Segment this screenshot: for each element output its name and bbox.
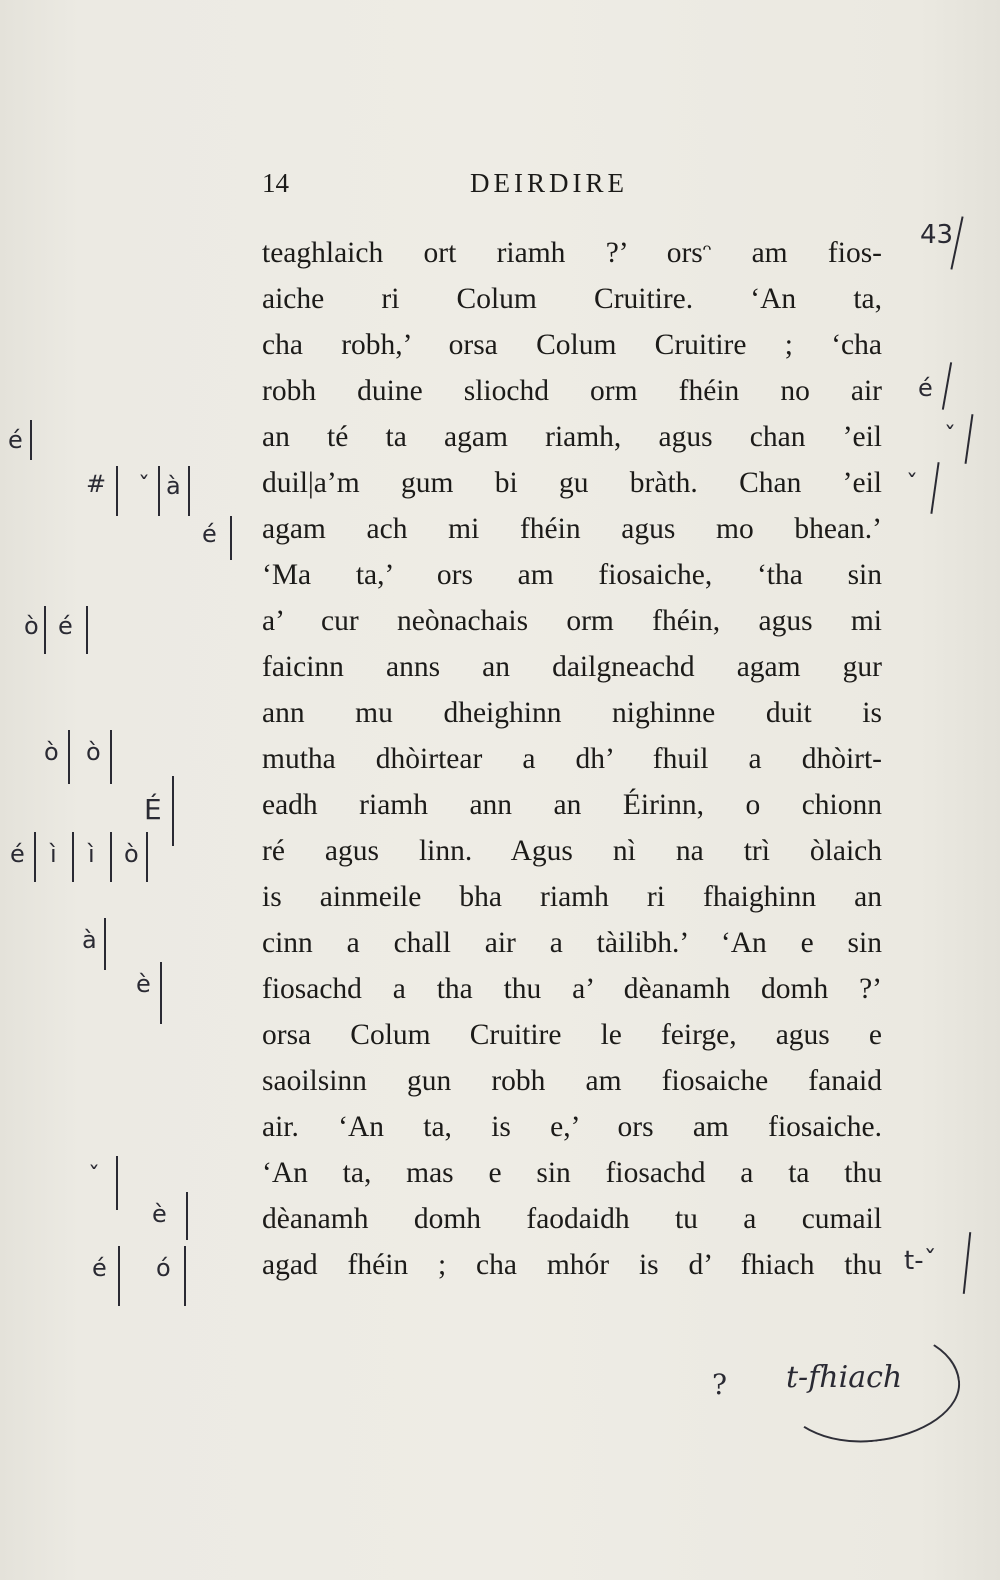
text-line: duil|a’m gum bi gu bràth. Chan ’eil [262, 467, 882, 499]
margin-annotation: à [82, 926, 97, 954]
margin-annotation: ˇ [906, 470, 918, 498]
margin-annotation: ó [156, 1254, 171, 1282]
margin-bar [172, 776, 174, 846]
margin-bar [158, 466, 160, 516]
margin-bar [30, 420, 32, 460]
margin-bar [86, 606, 88, 654]
text-line: saoilsinn gun robh am fiosaiche fanaid [262, 1065, 882, 1097]
margin-annotation: ò [124, 840, 139, 868]
body-text [262, 230, 882, 1288]
margin-bar [116, 1156, 118, 1210]
margin-annotation: è [136, 970, 151, 998]
margin-annotation: é [8, 426, 23, 454]
margin-annotation: ˇ [944, 422, 956, 450]
margin-bar [963, 1232, 971, 1294]
margin-bar [930, 462, 939, 514]
text-line: air. ‘An ta, is e,’ ors am fiosaiche. [262, 1111, 882, 1143]
text-line: ‘An ta, mas e sin fiosachd a ta thu [262, 1157, 882, 1189]
margin-annotation: é [10, 840, 25, 868]
margin-bar [965, 414, 974, 464]
text-line: agad fhéin ; cha mhór is d’ fhiach thu [262, 1249, 882, 1281]
margin-annotation: 43 [920, 220, 954, 250]
margin-bar [116, 466, 118, 516]
margin-bar [184, 1246, 186, 1306]
handwritten-note: t-fhiach [786, 1360, 903, 1395]
text-line: is ainmeile bha riamh ri fhaighinn an [262, 881, 882, 913]
text-line: ré agus linn. Agus nì na trì òlaich [262, 835, 882, 867]
text-line: cinn a chall air a tàilibh.’ ‘An e sin [262, 927, 882, 959]
text-line: ‘Ma ta,’ ors am fiosaiche, ‘tha sin [262, 559, 882, 591]
margin-annotation: É [144, 793, 162, 826]
margin-bar [110, 730, 112, 784]
margin-bar [230, 516, 232, 560]
handwritten-query-mark: ? [712, 1368, 728, 1401]
text-line: ann mu dheighinn nighinne duit is [262, 697, 882, 729]
text-line: agam ach mi fhéin agus mo bhean.’ [262, 513, 882, 545]
margin-annotation: è [152, 1200, 167, 1228]
text-line: faicinn anns an dailgneachd agam gur [262, 651, 882, 683]
running-title: DEIRDIRE [470, 168, 628, 198]
page-header [262, 168, 882, 202]
text-line: an té ta agam riamh, agus chan ’eil [262, 421, 882, 453]
margin-annotation: ì [50, 840, 57, 868]
margin-bar [146, 832, 148, 882]
text-line: dèanamh domh faodaidh tu a cumail [262, 1203, 882, 1235]
margin-bar [34, 832, 36, 882]
margin-annotation: ò [44, 738, 59, 766]
margin-bar [110, 832, 112, 882]
text-line: cha robh,’ orsa Colum Cruitire ; ‘cha [262, 329, 882, 361]
margin-bar [104, 918, 106, 970]
margin-bar [160, 962, 162, 1024]
margin-bar [72, 832, 74, 882]
text-line: mutha dhòirtear a dh’ fhuil a dhòirt- [262, 743, 882, 775]
margin-annotation: é [92, 1254, 107, 1282]
text-line: fiosachd a tha thu a’ dèanamh domh ?’ [262, 973, 882, 1005]
margin-annotation: é [918, 374, 933, 402]
text-line: aiche ri Colum Cruitire. ‘An ta, [262, 283, 882, 315]
margin-annotation: t-ˇ [904, 1246, 937, 1276]
margin-bar [188, 466, 190, 516]
margin-annotation: ì [88, 840, 95, 868]
text-line: orsa Colum Cruitire le feirge, agus e [262, 1019, 882, 1051]
margin-annotation: à [166, 472, 181, 500]
margin-bar [118, 1246, 120, 1306]
page-number: 14 [262, 168, 289, 198]
margin-annotation: ò [86, 738, 101, 766]
text-line: robh duine sliochd orm fhéin no air [262, 375, 882, 407]
text-line: teaghlaich ort riamh ?’ orsᵔ am fios- [262, 237, 882, 269]
margin-annotation: ò [24, 612, 39, 640]
text-line: a’ cur neònachais orm fhéin, agus mi [262, 605, 882, 637]
margin-bar [44, 606, 46, 654]
margin-annotation: é [58, 612, 73, 640]
margin-annotation: # [86, 470, 107, 498]
margin-bar [68, 730, 70, 784]
margin-bar [186, 1192, 188, 1240]
margin-annotation: ˇ [138, 472, 150, 500]
margin-annotation: ˇ [88, 1162, 100, 1190]
margin-annotation: é [202, 520, 217, 548]
text-line: eadh riamh ann an Éirinn, o chionn [262, 789, 882, 821]
margin-bar [942, 362, 952, 410]
